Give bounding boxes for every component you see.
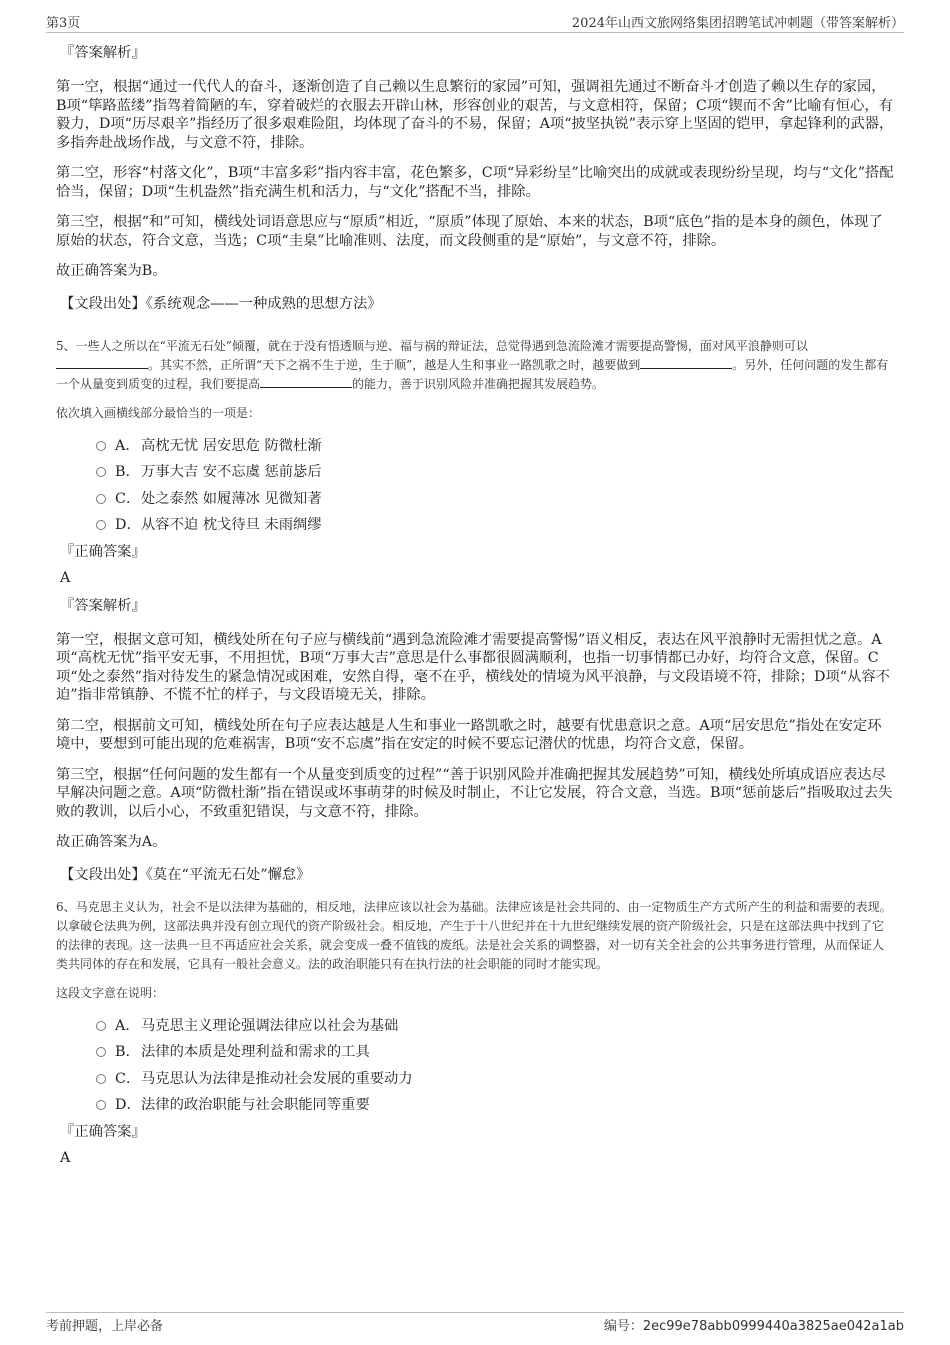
q4-conclusion: 故正确答案为B。 [56,263,167,279]
q5-analysis-paragraph: 第一空，根据文意可知，横线处所在句子应与横线前“遇到急流险滩才需要提高警惕”语义相反，表达在风平浪静时无需担忧之意。A项“高枕无忧”指平安无事，不用担忧，B项“万事大吉”意思是什么事都很圆满顺利，也指一切事情都已办好，均符合文意，保留。C项“处之泰然”指对待发生的紧急情况或困难，安然自得，毫不在乎，横线处的情境为风平浪静，与文段语境不符，排除；D项“从容不迫”指非常镇静、不慌不忙的样子，与文段语境无关，排除。 [56,631,891,703]
radio-icon[interactable] [96,520,106,530]
q5-conclusion: 故正确答案为A。 [56,834,167,850]
footer-slogan: 考前押题，上岸必备 [46,1319,164,1334]
q6-answer-label: 『正确答案』 [60,1123,146,1140]
document-code: 编号：2ec99e78abb0999440a3825ae042a1ab [603,1319,904,1334]
q6-options [56,1013,894,1119]
page-number: 第3页 [46,16,81,31]
q5-analysis-paragraph: 第二空，根据前文可知，横线处所在句子应表达越是人生和事业一路凯歌之时，越要有忧患意识之意。A项“居安思危”指处在安定环境中，要想到可能出现的危难祸害，B项“安不忘虞”指在安定的时候不要忘记潜伏的忧患，均符合文意，保留。 [56,717,882,752]
page-footer [46,1312,904,1335]
radio-icon[interactable] [96,1047,106,1057]
radio-icon[interactable] [96,441,106,451]
page-header [46,10,904,33]
q5-stem: 5、一些人之所以在“平流无石处”倾覆，就在于没有悟透顺与逆、福与祸的辩证法，总觉得遇到急流险滩才需要提高警惕，面对风平浪静则可以。其实不然，正所谓“天下之祸不生于逆，生于顺”，越是人生和事业一路凯歌之时，越要做到 。另外，任何问题的发生都有一个从量变到质变的过程，我们要提高 的能力，善于识别风险并准确把握其发展趋势。 [56,338,889,391]
document-title: 2024年山西文旅网络集团招聘笔试冲刺题（带答案解析） [571,16,904,31]
q6-stem: 6、马克思主义认为，社会不是以法律为基础的，相反地，法律应该以社会为基础。法律应该是社会共同的、由一定物质生产方式所产生的利益和需要的表现。以拿破仑法典为例，这部法典并没有创立现代的资产阶级社会。相反地，产生于十八世纪并在十九世纪继续发展的资产阶级社会，只是在这部法典中找到了它的法律的表现。这一法典一旦不再适应社会关系，就会变成一叠不值钱的废纸。法是社会关系的调整器，对一切有关全社会的公共事务进行管理，从而保证人类共同体的存在和发展，它具有一般社会意义。法的政治职能只有在执行法的社会职能的同时才能实现。 [56,899,892,971]
q6-answer: A [60,1149,71,1166]
q5-option-a[interactable]: A．高枕无忧 居安思危 防微杜渐 [96,433,894,460]
q6-option-c[interactable]: C．马克思认为法律是推动社会发展的重要动力 [96,1066,894,1093]
q6-option-b[interactable]: B．法律的本质是处理利益和需求的工具 [96,1039,894,1066]
radio-icon[interactable] [96,1100,106,1110]
q5-answer: A [60,569,71,586]
fill-blank-2 [640,356,732,369]
q5-analysis-paragraph: 第三空，根据“任何问题的发生都有一个从量变到质变的过程”“善于识别风险并准确把握其发展趋势”可知，横线处所填成语应表达尽早解决问题之意。A项“防微杜渐”指在错误或坏事萌芽的时候及时制止，不让它发展，符合文意，当选。B项“惩前毖后”指吸取过去失败的教训，以后小心，不致重犯错误，与文意不符，排除。 [56,766,893,820]
q5-option-c[interactable]: C．处之泰然 如履薄冰 见微知著 [96,486,894,513]
q5-options [56,433,894,539]
fill-blank-1 [56,356,148,369]
q4-source: 【文段出处】《系统观念——一种成熟的思想方法》 [60,295,382,312]
q6-instruction: 这段文字意在说明： [56,985,165,1000]
q4-analysis-paragraph: 第三空，根据“和”可知，横线处词语意思应与“原质”相近，“原质”体现了原始、本来的状态，B项“底色”指的是本身的颜色，体现了原始的状态，符合文意，当选；C项“圭臬”比喻准则、法度，而文段侧重的是“原始”，与文意不符，排除。 [56,214,883,249]
q5-analysis-label: 『答案解析』 [60,597,146,614]
q5-option-d[interactable]: D．从容不迫 枕戈待旦 未雨绸缪 [96,512,894,539]
page-content [56,42,894,1175]
q4-analysis-paragraph: 第二空，形容“村落文化”，B项“丰富多彩”指内容丰富，花色繁多，C项“异彩纷呈”比喻突出的成就或表现纷纷呈现，均与“文化”搭配恰当，保留；D项“生机盎然”指充满生机和活力，与“文化”搭配不当，排除。 [56,165,894,200]
q5-source: 【文段出处】《莫在“平流无石处”懈怠》 [60,866,311,883]
q5-answer-label: 『正确答案』 [60,543,146,560]
q6-option-a[interactable]: A．马克思主义理论强调法律应以社会为基础 [96,1013,894,1040]
q5-option-b[interactable]: B．万事大吉 安不忘虞 惩前毖后 [96,459,894,486]
radio-icon[interactable] [96,467,106,477]
fill-blank-3 [260,375,352,388]
radio-icon[interactable] [96,494,106,504]
radio-icon[interactable] [96,1021,106,1031]
q4-analysis-label: 『答案解析』 [60,45,146,61]
q6-option-d[interactable]: D．法律的政治职能与社会职能同等重要 [96,1092,894,1119]
radio-icon[interactable] [96,1074,106,1084]
q5-instruction: 依次填入画横线部分最恰当的一项是： [56,405,261,420]
q4-analysis-paragraph: 第一空，根据“通过一代代人的奋斗，逐渐创造了自己赖以生息繁衍的家园”可知，强调祖先通过不断奋斗才创造了赖以生存的家园，B项“筚路蓝缕”指驾着简陋的车，穿着破烂的衣服去开辟山林，形容创业的艰苦，与文意相符，保留；C项“锲而不舍”比喻有恒心，有毅力，D项“历尽艰辛”指经历了很多艰难险阻，均体现了奋斗的不易，保留；A项“披坚执锐”表示穿上坚固的铠甲，拿起锋利的武器，多指奔赴战场作战，与文意不符，排除。 [56,79,894,151]
